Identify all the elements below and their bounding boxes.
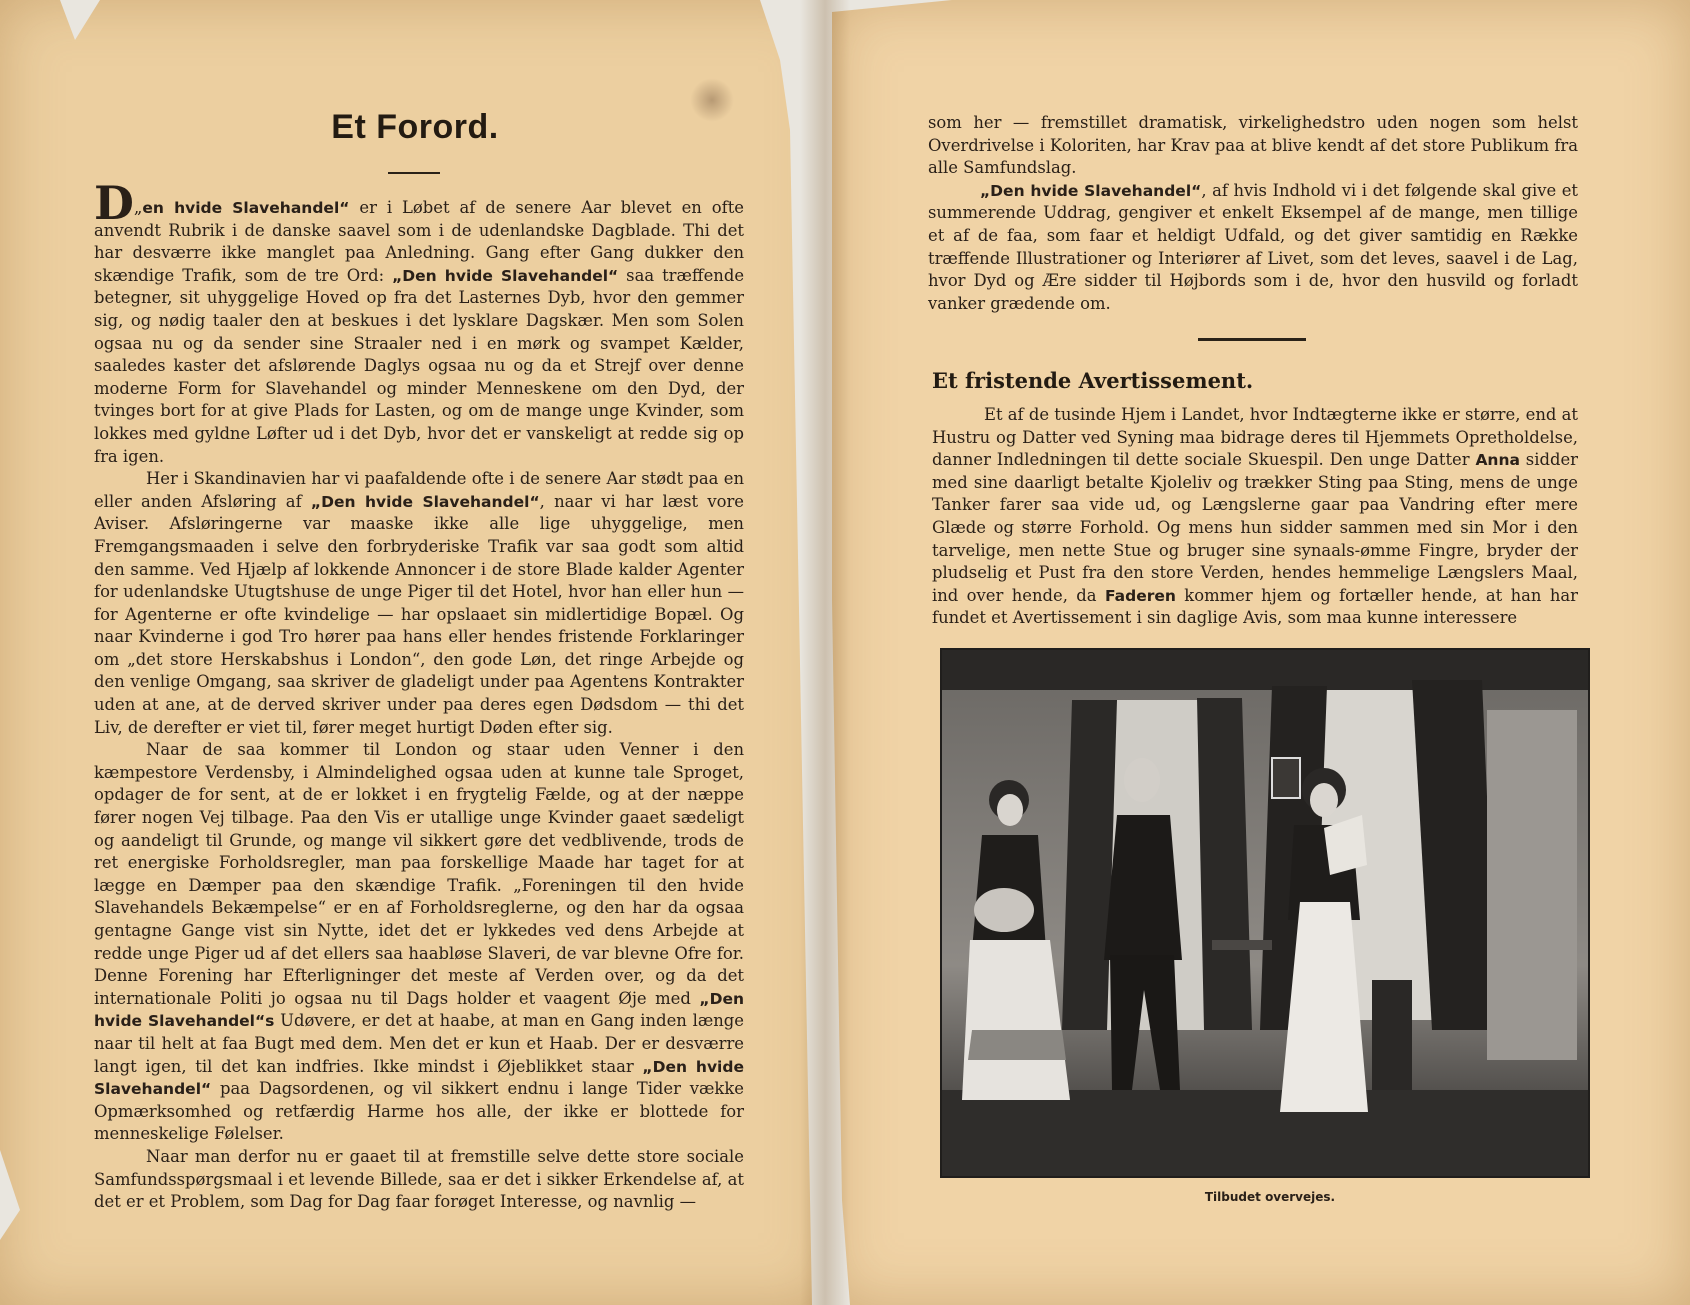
body-text: sidder med sine daarligt betalte Kjoleliv og trækker Sting paa Sting, mens de unge Tanker farer saa vide ud, og Længslerne gaar paa Vandring efter mere Glæde og større Forhold. Og mens hun sidder sammen med sin Mor i den tarvelige, men nette Stue og bruger sine synaals-ømme Fingre, bryder der pludselig et Pust fra den store Verden, hendes hemmelige Længslers Maal, ind over hende, da <box>932 450 1578 605</box>
stage-photograph <box>940 648 1590 1178</box>
emphasis-text: „Den hvide Slavehandel“s <box>94 989 744 1031</box>
photograph-illustration <box>942 650 1588 1176</box>
body-text: , naar vi har læst vore Aviser. Afsløringerne var maaske ikke alle lige uhyggelige, men Fremgangsmaaden i selve den forbryderiske Trafik var saa godt som altid den samme. Ved Hjælp af lokkende Annoncer i de store Blade kalder Agenter for udenlandske Utugtshuse de unge Piger til det Hotel, hvor han eller hun — for Agenterne er ofte kvindelige — har opslaaet sin midlertidige Bopæl. Og naar Kvinderne i god Tro hører paa hans eller hendes fristende Forklaringer om „det store Herskabshus i London“, den gode Løn, det ringe Arbejde og den venlige Omgang, saa skriver de gladeligt under paa Agentens Kontrakter uden at ane, at de derved skriver under paa deres egen Dødsdom — thi det Liv, de derefter er viet til, fører meget hurtigt Døden efter sig. <box>94 491 745 737</box>
body-text: , af hvis Indhold vi i det følgende skal give et summerende Uddrag, gengiver et enkelt Eksempel af de mange, men tillige et af de faa, som faar et heldigt Udfald, og det giver samtidig en Række træffende Illustrationer og Interiører af Livet, som det leves, saavel i de Lag, hvor Dyd og Ære sidder til Højbords som i de, hvor den husvild og forladt vanker grædende om. <box>928 180 1579 313</box>
continued-text <box>928 112 1578 315</box>
paragraph-4 <box>94 1146 744 1214</box>
body-text: som her — fremstillet dramatisk, virkelighedstro uden nogen som helst Overdrivelse i Koloriten, har Krav paa at blive kendt af det store Publikum fra alle Samfundslag. <box>928 113 1578 178</box>
paragraph-summary <box>928 180 1578 316</box>
drop-cap: D <box>94 176 134 230</box>
body-text: „ <box>133 198 143 217</box>
paragraph-section <box>932 404 1578 630</box>
emphasis-text: en hvide Slavehandel“ <box>142 199 350 217</box>
body-text: Her i Skandinavien har vi paafaldende ofte i de senere Aar stødt paa en eller anden Afsløring af <box>94 469 744 511</box>
emphasis-text: Anna <box>1475 451 1520 470</box>
body-text: saa træffende betegner, sit uhyggelige Hoved op fra det Lasternes Dyb, hvor den gemmer sig, og nødig taaler den at beskues i det lysklare Dagskær. Men som Solen ogsaa nu og da sender sine Straaler ned i en mørk og svampet Kælder, saaledes kaster det afslørende Daglys ogsaa nu og da et Strejf over denne moderne Form for Slavehandel og minder Menneskene om den Dyd, der tvinges bort for at give Plads for Lasten, og om de mange unge Kvinder, som lokkes med gyldne Løfter ud i det Dyb, hvor det er vanskeligt at redde sig op fra igen. <box>94 265 745 466</box>
body-text: er i Løbet af de senere Aar blevet en ofte anvendt Rubrik i de danske saavel som i de udenlandske Dagblade. Thi det har desværre ikke manglet paa Anledning. Gang efter Gang dukker den skændige Trafik, som de tre Ord: <box>94 198 745 285</box>
section-text <box>932 404 1578 630</box>
section-divider <box>1198 338 1306 341</box>
emphasis-text: „Den hvide Slavehandel“ <box>980 181 1202 200</box>
paragraph-2 <box>94 468 744 739</box>
photo-caption: Tilbudet overvejes. <box>1204 1190 1336 1204</box>
body-text: Naar man derfor nu er gaaet til at fremstille selve dette store sociale Samfundsspørgsmaal i et levende Billede, saa er det i sikker Erkendelse af, at det er et Problem, som Dag for Dag faar forøget Interesse, og navnlig — <box>94 1146 744 1212</box>
page-fold <box>800 0 850 1305</box>
section-title: Et fristende Avertissement. <box>932 368 1254 393</box>
emphasis-text: „Den hvide Slavehandel“ <box>310 492 540 511</box>
page-title: Et Forord. <box>331 108 499 146</box>
paragraph-continued <box>928 112 1578 180</box>
body-text: Naar de saa kommer til London og staar uden Venner i den kæmpestore Verdensby, i Almindelighed ogsaa uden at kunne tale Sproget, opdager de for sent, at de er lokket i en frygtelig Fælde, og at der næppe fører nogen Vej tilbage. Paa den Vis er utallige unge Kvinder gaaet sædeligt og aandeligt til Grunde, og mange vil sikkert gøre det vedblivende, trods de ret energiske Forholdsregler, man paa forskellige Maade har taget for at lægge en Dæmper paa den skændige Trafik. „Foreningen til den hvide Slavehandels Bekæmpelse“ er en af Forholdsreglerne, og den har da ogsaa gentagne Gange vist sin Nytte, idet det er lykkedes ved dens Arbejde at redde unge Piger ud af det ellers saa haabløse Slaveri, de var blevne Ofre for. Denne Forening har Efterligninger det meste af Verden over, og da det internationale Politi jo ogsaa nu til Dags holder et vaagent Øje med <box>94 740 744 1008</box>
title-divider <box>388 172 440 174</box>
emphasis-text: „Den hvide Slavehandel“ <box>94 1057 744 1099</box>
paragraph-1 <box>94 176 745 468</box>
body-text: kommer hjem og fortæller hende, at han har fundet et Avertissement i sin daglige Avis, som maa kunne interessere <box>932 585 1578 628</box>
foreword-text <box>94 176 745 1214</box>
emphasis-text: „Den hvide Slavehandel“ <box>392 266 619 285</box>
body-text: Udøvere, er det at haabe, at man en Gang inden længe naar til helt at faa Bugt med dem. Men det er kun et Haab. Der er desværre langt igen, til det kan indfries. Ikke mindst i Øjeblikket staar <box>94 1011 744 1076</box>
emphasis-text: Faderen <box>1104 586 1176 605</box>
paragraph-3 <box>94 739 744 1146</box>
body-text: Et af de tusinde Hjem i Landet, hvor Indtægterne ikke er større, end at Hustru og Datter ved Syning maa bidrage deres til Hjemmets Opretholdelse, danner Indledningen til dette sociale Skuespil. Den unge Datter <box>932 405 1578 470</box>
body-text: paa Dagsordenen, og vil sikkert endnu i lange Tider vække Opmærksomhed og retfærdig Harme hos alle, der ikke er blottede for menneskelige Følelser. <box>94 1079 744 1144</box>
